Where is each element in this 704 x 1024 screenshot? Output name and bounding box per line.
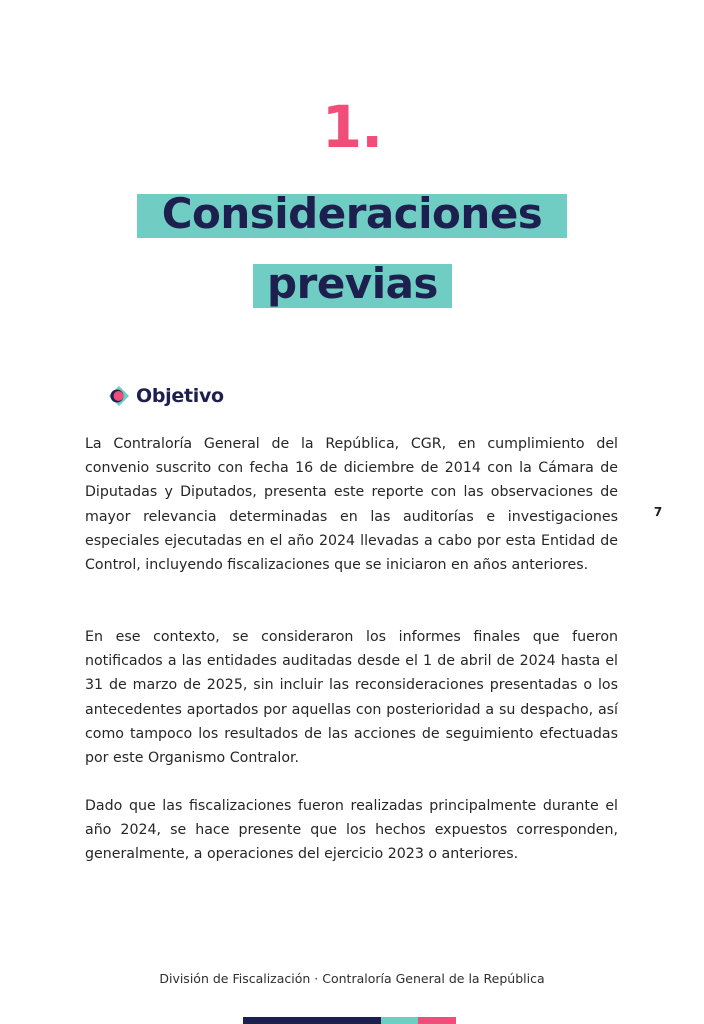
footer-color-bar (243, 1017, 456, 1024)
chapter-title-text-1: Consideraciones (161, 189, 543, 238)
chapter-title-text-2: previas (267, 259, 438, 308)
paragraph-objetivo-2: En ese contexto, se consideraron los informes finales que fueron notificados a las entidades auditadas desde el 1 de abril de 2024 hasta el 31 de marzo de 2025, sin incluir las reconsideraciones presentadas o los antecedentes aportados por aquellas con posterioridad a su despacho, así como tampoco los resultados de las acciones de seguimiento efectuadas por este Organismo Contralor. (85, 629, 618, 767)
page-number: 7 (653, 505, 663, 519)
paragraph-objetivo-1: La Contraloría General de la República, CGR, en cumplimiento del convenio suscrito con fecha 16 de diciembre de 2014 con la Cámara de Diputadas y Diputados, presenta este reporte con las observaciones de mayor relevancia determinadas en las auditorías e investigaciones especiales ejecutadas en el año 2024 llevadas a cabo por esta Entidad de Control, incluyendo fiscalizaciones que se iniciaron en años anteriores. (85, 436, 618, 574)
section-heading (108, 382, 224, 410)
footer-bar-teal-segment (381, 1017, 418, 1024)
section-title: Objetivo (136, 385, 224, 407)
chapter-number: 1. (321, 93, 383, 161)
footer-text: División de Fiscalización · Contraloría General de la República (159, 971, 545, 986)
chapter-title-line-1 (137, 189, 567, 238)
diamond-circle-icon (108, 385, 130, 407)
footer-bar-navy-segment (243, 1017, 381, 1024)
footer-bar-pink-segment (418, 1017, 456, 1024)
chapter-title-line-2 (253, 259, 452, 308)
paragraph-objetivo-3: Dado que las fiscalizaciones fueron realizadas principalmente durante el año 2024, se hace presente que los hechos expuestos corresponden, generalmente, a operaciones del ejercicio 2023 o anteriores. (85, 798, 618, 863)
